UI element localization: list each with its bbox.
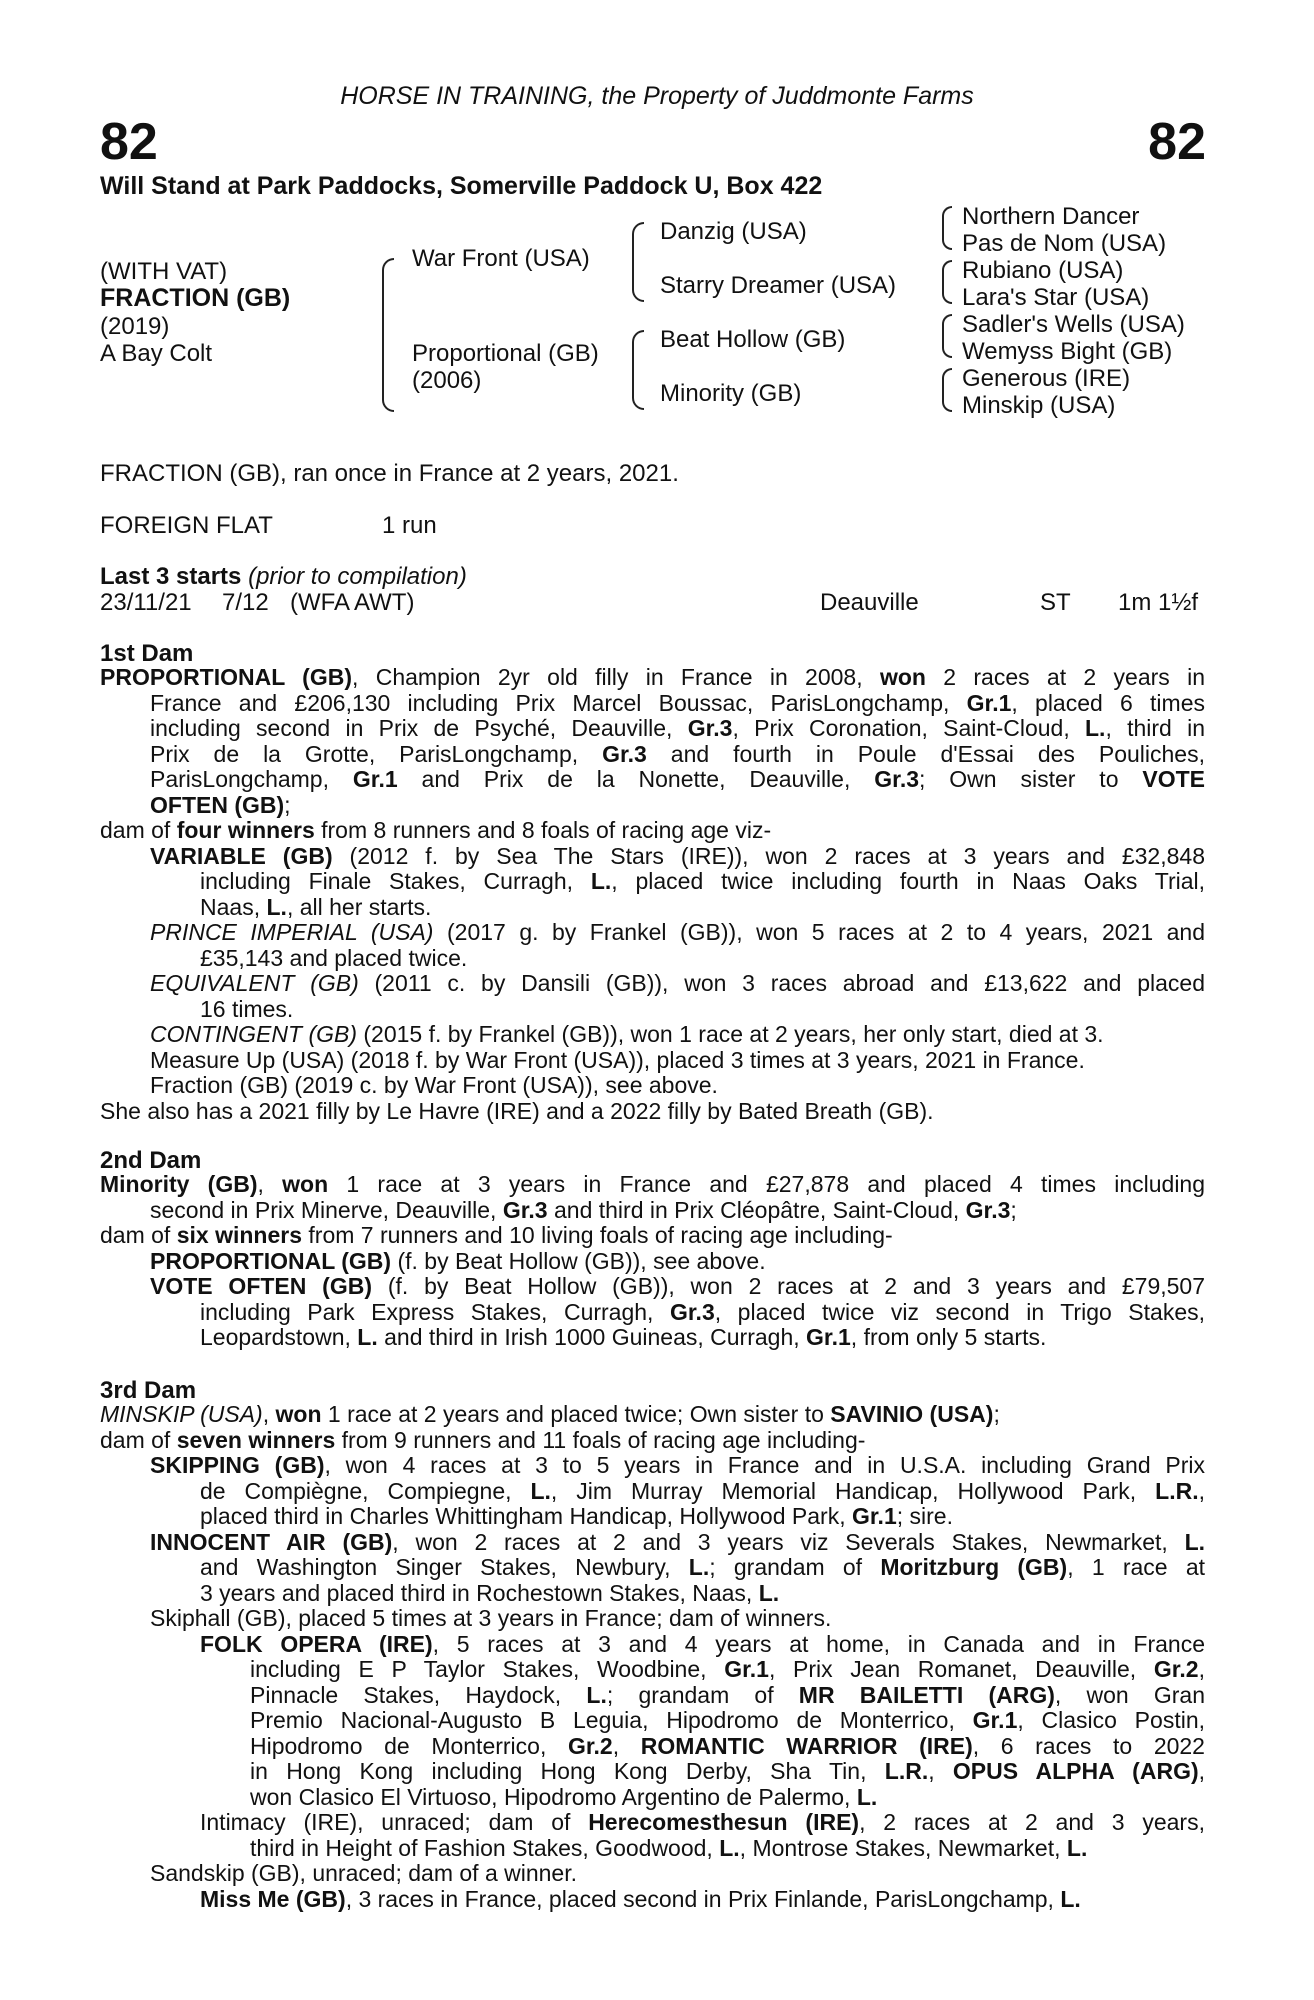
last-starts-title: Last 3 starts [100, 563, 242, 590]
start-date: 23/11/21 [100, 589, 192, 616]
start-distance: 1m 1½f [1118, 589, 1199, 616]
second-dam-text: Minority (GB), won 1 race at 3 years in France and £27,878 and placed 4 times including second in Prix Minerve, Deauville, Gr.3 and third in Prix Cléopâtre, Saint-Cloud, Gr.3; dam of six winners from 7 runners and 10 living foals of racing age including- PROPORTIONAL (GB) (f. by Beat Hollow (GB)), see above. VOTE OFTEN (GB) (f. by Beat Hollow (GB)), won 2 races at 2 and 3 years and £79,507 including Park Express Stakes, Curragh, Gr.3, placed twice viz second in Trigo Stakes, Leopardstown, L. and third in Irish 1000 Guineas, Curragh, Gr.1, from only 5 starts. [100, 1171, 1206, 1350]
section-third-dam: 3rd Dam [100, 1377, 197, 1404]
ped-ds: Beat Hollow (GB) [660, 326, 846, 353]
ped-dd: Minority (GB) [660, 380, 802, 407]
start-race: (WFA AWT) [290, 589, 415, 616]
brace-sire-parents [632, 222, 644, 302]
horse-description: A Bay Colt [100, 340, 213, 367]
horse-name: FRACTION (GB) [100, 284, 291, 312]
ped-dds: Generous (IRE) [962, 365, 1131, 392]
ped-sire: War Front (USA) [412, 245, 590, 272]
record-value: 1 run [382, 512, 437, 539]
lot-number-right: 82 [1148, 113, 1206, 171]
brace-gp4 [942, 368, 952, 412]
summary-line: FRACTION (GB), ran once in France at 2 years, 2021. [100, 460, 679, 487]
horse-vat: (WITH VAT) [100, 258, 228, 285]
ped-sds: Rubiano (USA) [962, 257, 1124, 284]
stand-line: Will Stand at Park Paddocks, Somerville Paddock U, Box 422 [100, 172, 823, 200]
ped-sss: Northern Dancer [962, 203, 1140, 230]
ped-sd: Starry Dreamer (USA) [660, 272, 897, 299]
brace-gp3 [942, 314, 952, 358]
ped-ddd: Minskip (USA) [962, 392, 1116, 419]
ped-dam-year: (2006) [412, 367, 482, 394]
brace-sire-dam [382, 258, 394, 412]
header-title: HORSE IN TRAINING, the Property of Juddmonte Farms [340, 82, 974, 110]
brace-dam-parents [632, 330, 644, 410]
ped-ssd: Pas de Nom (USA) [962, 230, 1167, 257]
last-starts-heading [100, 563, 467, 591]
ped-ss: Danzig (USA) [660, 218, 807, 245]
brace-gp1 [942, 206, 952, 250]
start-going: ST [1040, 589, 1071, 616]
first-dam-text: PROPORTIONAL (GB), Champion 2yr old filly in France in 2008, won 2 races at 2 years in France and £206,130 including Prix Marcel Boussac, ParisLongchamp, Gr.1, placed 6 times including second in Prix de Psyché, Deauville, Gr.3, Prix Coronation, Saint-Cloud, L., third in Prix de la Grotte, ParisLongchamp, Gr.3 and fourth in Poule d'Essai des Pouliches, ParisLongchamp, Gr.1 and Prix de la Nonette, Deauville, Gr.3; Own sister to VOTE OFTEN (GB); dam of four winners from 8 runners and 8 foals of racing age viz- VARIABLE (GB) (2012 f. by Sea The Stars (IRE)), won 2 races at 3 years and £32,848 including Finale Stakes, Curragh, L., placed twice including fourth in Naas Oaks Trial, Naas, L., all her starts. PRINCE IMPERIAL (USA) (2017 g. by Frankel (GB)), won 5 races at 2 to 4 years, 2021 and £35,143 and placed twice. EQUIVALENT (GB) (2011 c. by Dansili (GB)), won 3 races abroad and £13,622 and placed 16 times. CONTINGENT (GB) (2015 f. by Frankel (GB)), won 1 race at 2 years, her only start, died at 3. Measure Up (USA) (2018 f. by War Front (USA)), placed 3 times at 3 years, 2021 in France. Fraction (GB) (2019 c. by War Front (USA)), see above. She also has a 2021 filly by Le Havre (IRE) and a 2022 filly by Bated Breath (GB). [100, 664, 1206, 1124]
brace-gp2 [942, 260, 952, 304]
start-course: Deauville [820, 589, 919, 616]
ped-dsd: Wemyss Bight (GB) [962, 338, 1173, 365]
section-first-dam: 1st Dam [100, 640, 194, 667]
ped-dss: Sadler's Wells (USA) [962, 311, 1185, 338]
ped-sdd: Lara's Star (USA) [962, 284, 1150, 311]
third-dam-text: MINSKIP (USA), won 1 race at 2 years and placed twice; Own sister to SAVINIO (USA); dam of seven winners from 9 runners and 11 foals of racing age including- SKIPPING (GB), won 4 races at 3 to 5 years in France and in U.S.A. including Grand Prix de Compiègne, Compiegne, L., Jim Murray Memorial Handicap, Hollywood Park, L.R., placed third in Charles Whittingham Handicap, Hollywood Park, Gr.1; sire. INNOCENT AIR (GB), won 2 races at 2 and 3 years viz Severals Stakes, Newmarket, L. and Washington Singer Stakes, Newbury, L.; grandam of Moritzburg (GB), 1 race at 3 years and placed third in Rochestown Stakes, Naas, L. Skiphall (GB), placed 5 times at 3 years in France; dam of winners. FOLK OPERA (IRE), 5 races at 3 and 4 years at home, in Canada and in France including E P Taylor Stakes, Woodbine, Gr.1, Prix Jean Romanet, Deauville, Gr.2, Pinnacle Stakes, Haydock, L.; grandam of MR BAILETTI (ARG), won Gran Premio Nacional-Augusto B Leguia, Hipodromo de Monterrico, Gr.1, Clasico Postin, Hipodromo de Monterrico, Gr.2, ROMANTIC WARRIOR (IRE), 6 races to 2022 in Hong Kong including Hong Kong Derby, Sha Tin, L.R., OPUS ALPHA (ARG), won Clasico El Virtuoso, Hipodromo Argentino de Palermo, L. Intimacy (IRE), unraced; dam of Herecomesthesun (IRE), 2 races at 2 and 3 years, third in Height of Fashion Stakes, Goodwood, L., Montrose Stakes, Newmarket, L. Sandskip (GB), unraced; dam of a winner. Miss Me (GB), 3 races in France, placed second in Prix Finlande, ParisLongchamp, L. [100, 1401, 1206, 1912]
last-starts-note: (prior to compilation) [248, 563, 467, 590]
section-second-dam: 2nd Dam [100, 1147, 202, 1174]
record-label: FOREIGN FLAT [100, 512, 273, 539]
ped-dam: Proportional (GB) [412, 340, 599, 367]
horse-year: (2019) [100, 313, 170, 340]
start-position: 7/12 [222, 589, 269, 616]
lot-number-left: 82 [100, 113, 158, 171]
